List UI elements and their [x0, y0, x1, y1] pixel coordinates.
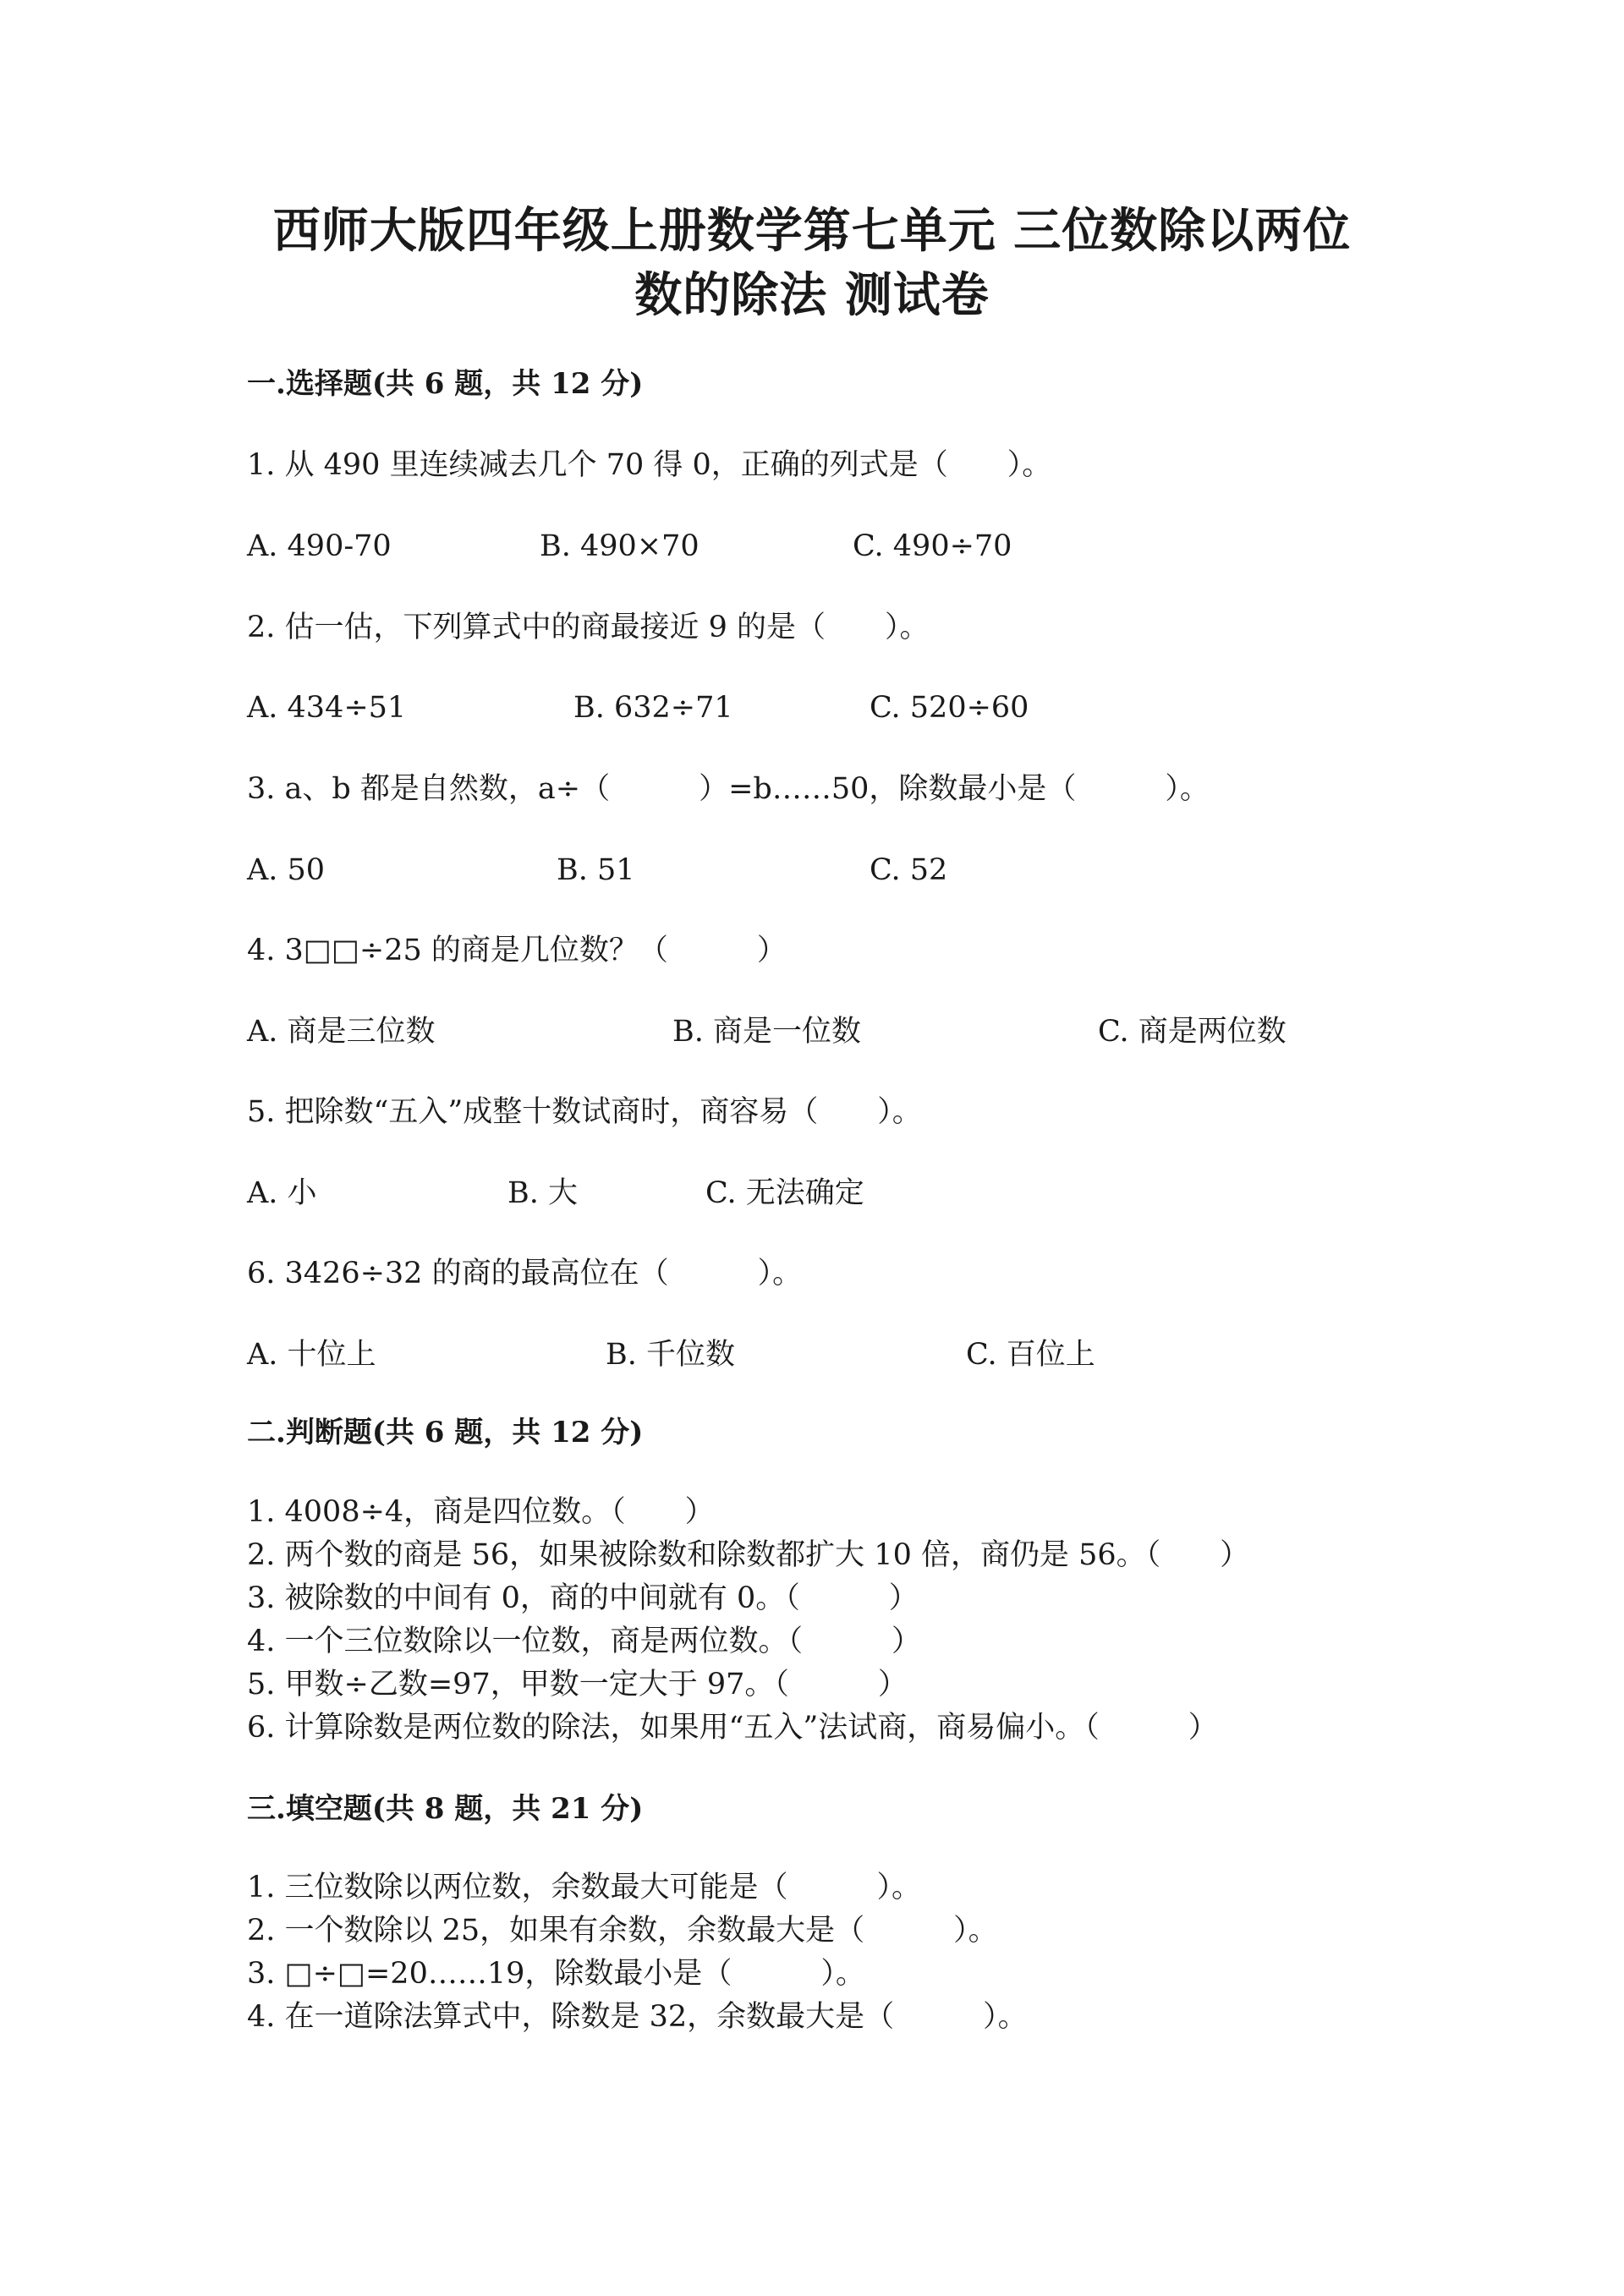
page-title-line-1: 西师大版四年级上册数学第七单元 三位数除以两位: [272, 203, 1352, 259]
fill-item-2: 2. 一个数除以 25，如果有余数，余数最大是（ ）。: [247, 1914, 998, 1948]
judge-item-3: 3. 被除数的中间有 0，商的中间就有 0。（ ）: [247, 1581, 919, 1615]
fill-item-4: 4. 在一道除法算式中，除数是 32，余数最大是（ ）。: [247, 2000, 1028, 2034]
choice-option: B. 632÷71: [573, 691, 733, 725]
fill-item-1: 1. 三位数除以两位数，余数最大可能是（ ）。: [247, 1871, 922, 1904]
choice-option: A. 十位上: [247, 1338, 376, 1372]
choice-option: A. 434÷51: [247, 691, 407, 725]
judge-item-5: 5. 甲数÷乙数=97，甲数一定大于 97。（ ）: [247, 1668, 908, 1701]
choice-option: A. 490-70: [247, 529, 392, 563]
choice-option: C. 52: [870, 853, 948, 887]
choice-option: C. 百位上: [966, 1338, 1095, 1372]
choice-question-3: 3. a、b 都是自然数，a÷（ ）=b……50，除数最小是（ ）。: [247, 772, 1210, 806]
choice-question-6: 6. 3426÷32 的商的最高位在（ ）。: [247, 1257, 803, 1290]
choice-question-2: 2. 估一估，下列算式中的商最接近 9 的是（ ）。: [247, 611, 930, 644]
choice-question-5: 5. 把除数“五入”成整十数试商时，商容易（ ）。: [247, 1095, 922, 1129]
choice-option: B. 51: [557, 853, 635, 887]
choice-option: C. 无法确定: [705, 1176, 864, 1210]
judge-item-1: 1. 4008÷4，商是四位数。（ ）: [247, 1495, 715, 1529]
judge-item-6: 6. 计算除数是两位数的除法，如果用“五入”法试商，商易偏小。（ ）: [247, 1711, 1218, 1745]
choice-option: B. 千位数: [606, 1338, 735, 1372]
choice-option: B. 490×70: [540, 529, 700, 563]
choice-option: A. 小: [247, 1176, 317, 1210]
choice-option: C. 490÷70: [853, 529, 1012, 563]
judge-item-2: 2. 两个数的商是 56，如果被除数和除数都扩大 10 倍，商仍是 56。（ ）: [247, 1538, 1250, 1572]
choice-option: A. 商是三位数: [247, 1015, 436, 1049]
section-heading-judge: 二.判断题(共 6 题，共 12 分): [247, 1416, 644, 1449]
choice-option: C. 商是两位数: [1098, 1015, 1287, 1049]
choice-option: A. 50: [247, 853, 326, 887]
section-heading-choice: 一.选择题(共 6 题，共 12 分): [247, 367, 644, 401]
choice-option: B. 大: [508, 1176, 578, 1210]
section-heading-fill: 三.填空题(共 8 题，共 21 分): [247, 1792, 644, 1826]
choice-question-4: 4. 3□□÷25 的商是几位数？（ ）: [247, 934, 787, 967]
judge-item-4: 4. 一个三位数除以一位数，商是两位数。（ ）: [247, 1625, 922, 1658]
choice-question-1: 1. 从 490 里连续减去几个 70 得 0，正确的列式是（ ）。: [247, 448, 1052, 482]
page-title-line-2: 数的除法 测试卷: [634, 267, 990, 323]
choice-option: C. 520÷60: [870, 691, 1029, 725]
fill-item-3: 3. □÷□=20……19，除数最小是（ ）。: [247, 1957, 865, 1991]
choice-option: B. 商是一位数: [672, 1015, 861, 1049]
